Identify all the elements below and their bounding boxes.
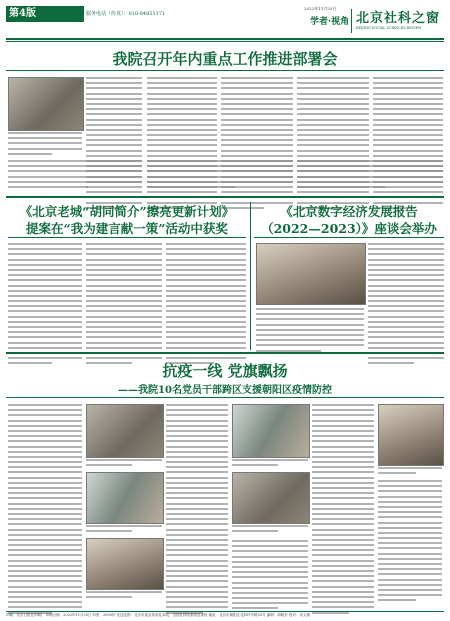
article2-title-line1: 《北京老城“胡同简介”擦亮更新计划》 — [19, 204, 235, 219]
article1-col5 — [373, 77, 443, 212]
article4-col2 — [166, 404, 228, 617]
article3-title-line1: 《北京数字经济发展报告 — [280, 204, 418, 219]
column-divider — [250, 202, 251, 350]
article4-col1 — [8, 404, 82, 617]
header-rule-thin — [6, 41, 444, 42]
article3-col-bottom — [256, 308, 364, 355]
section-divider-1 — [6, 196, 444, 198]
edition-number: 第4版 — [9, 8, 36, 19]
paper-name: 北京社科之窗 — [356, 11, 441, 26]
article1-bottom-mid — [147, 160, 293, 191]
article4-title-line1: 抗疫一线 党旗飘扬 — [162, 362, 288, 380]
article4-photo3-caption — [86, 591, 162, 601]
article2-col3 — [166, 243, 246, 368]
article1-col1 — [86, 77, 142, 212]
article4-photo5-caption — [232, 525, 308, 535]
section-divider-2 — [6, 352, 444, 354]
paper-name-en: BEIJING SOCIAL SCIENCES REVIEW — [356, 26, 422, 30]
article4-rule — [6, 397, 444, 398]
article4-photo-2 — [86, 472, 164, 524]
edition-sub: 服务电话（传真）：010-84851171 — [86, 11, 166, 17]
article4-photo2-caption — [86, 525, 162, 535]
article1-col2 — [147, 77, 217, 212]
article4-photo-3 — [86, 538, 164, 590]
article2-col1 — [8, 243, 82, 368]
article4-col5 — [378, 480, 442, 605]
article1-photo-caption — [8, 132, 82, 158]
article2-title-line2: 提案在“我为建言献一策”活动中获奖 — [26, 221, 228, 236]
article1-rule — [6, 70, 444, 71]
article4-photo6-caption — [378, 467, 442, 477]
section-name: 学者·视角 — [310, 17, 350, 27]
article4-title-line2: ——我院10名党员干部跨区支援朝阳区疫情防控 — [118, 385, 332, 396]
article1-title: 我院召开年内重点工作推进部署会 — [112, 50, 338, 68]
article4-photo4-caption — [232, 459, 308, 469]
article3-col-right — [368, 243, 444, 368]
masthead-divider — [351, 9, 352, 33]
article3-rule — [254, 237, 444, 238]
article4-photo-5 — [232, 472, 310, 524]
page-header — [6, 6, 444, 38]
edition-banner — [6, 6, 84, 22]
article3-title-line2: （2022—2023）》座谈会举办 — [261, 221, 437, 236]
header-rule — [6, 38, 444, 40]
article1-photo — [8, 77, 84, 131]
article4-col4 — [312, 404, 374, 617]
article4-col3-bottom — [232, 540, 308, 613]
article1-col4 — [297, 77, 369, 212]
page-footer: 印刷：北京日报社印刷厂 印刷日期：2022年11月25日 印张：2000份 发送范围：北京市委宣传部及本院、全国社科院系统及高校 地址：北京市朝阳区北四环中路33号 编辑：胡晓东 校对：宋文娟 — [6, 611, 444, 618]
article4-photo-1 — [86, 404, 164, 458]
article2-rule — [8, 237, 246, 238]
article1-bottom-left — [8, 160, 142, 191]
article4-photo-6 — [378, 404, 444, 466]
article2-col2 — [86, 243, 162, 368]
article1-col3 — [221, 77, 293, 212]
article4-photo-4 — [232, 404, 310, 458]
article1-bottom-right — [297, 160, 443, 191]
article3-photo — [256, 243, 366, 305]
issue-date: 2022年11月25日 — [304, 6, 337, 11]
article4-photo1-caption — [86, 459, 162, 469]
